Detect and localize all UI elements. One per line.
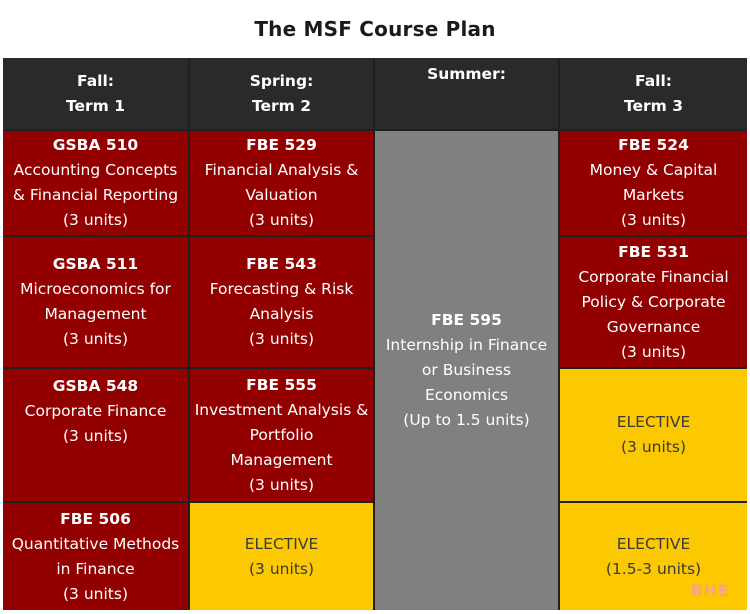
course-code: FBE 506 xyxy=(60,509,131,528)
header-spring-term-2 xyxy=(190,58,373,129)
course-code: FBE 595 xyxy=(431,311,502,329)
header-sublabel: Term 3 xyxy=(623,96,683,115)
course-title: Portfolio xyxy=(249,425,314,444)
course-title: & Financial Reporting xyxy=(12,186,179,204)
course-units: (3 units) xyxy=(249,330,314,348)
elective-cell-term-2 xyxy=(190,503,373,610)
course-units: (3 units) xyxy=(63,584,128,603)
header-label: Fall: xyxy=(77,71,114,90)
course-title: Money & Capital xyxy=(589,161,718,179)
header-fall-term-3 xyxy=(560,58,747,129)
header-label: Summer: xyxy=(427,65,506,83)
course-title: Investment Analysis & xyxy=(194,400,369,419)
course-cell-gsba-510 xyxy=(3,131,188,235)
elective-label: ELECTIVE xyxy=(616,413,691,431)
course-title: Corporate Finance xyxy=(24,402,167,420)
header-sublabel: Term 2 xyxy=(251,96,311,115)
course-cell-fbe-543 xyxy=(190,237,373,367)
course-code: FBE 529 xyxy=(246,136,317,154)
course-code: GSBA 511 xyxy=(52,255,139,273)
course-cell-fbe-555 xyxy=(190,369,373,501)
course-units: (3 units) xyxy=(63,427,128,445)
course-units: (3 units) xyxy=(621,438,686,456)
header-label: Spring: xyxy=(249,71,314,90)
course-title: or Business xyxy=(421,361,512,379)
course-cell-fbe-506 xyxy=(3,503,188,610)
course-title: Microeconomics for xyxy=(20,280,171,298)
course-title: Internship in Finance xyxy=(385,336,548,354)
course-units: (3 units) xyxy=(621,342,686,361)
course-title: Markets xyxy=(622,186,685,204)
course-title: Quantitative Methods xyxy=(11,534,180,553)
course-title: Forecasting & Risk xyxy=(209,280,354,298)
course-cell-gsba-511 xyxy=(3,237,188,367)
course-cell-fbe-524 xyxy=(560,131,747,235)
course-code: FBE 531 xyxy=(618,242,689,261)
course-title: Management xyxy=(44,305,147,323)
course-title: Valuation xyxy=(245,186,318,204)
course-title: Policy & Corporate xyxy=(581,292,726,311)
course-units: (Up to 1.5 units) xyxy=(403,411,530,429)
course-units: (3 units) xyxy=(249,475,314,494)
course-title: Management xyxy=(230,450,333,469)
course-units: (3 units) xyxy=(249,211,314,229)
course-code: FBE 524 xyxy=(618,136,689,154)
course-code: GSBA 548 xyxy=(52,377,139,395)
header-fall-term-1 xyxy=(3,58,188,129)
course-cell-gsba-548 xyxy=(3,369,188,501)
page-title: The MSF Course Plan xyxy=(254,17,496,41)
course-plan-table xyxy=(3,58,747,610)
course-code: GSBA 510 xyxy=(52,136,139,154)
header-label: Fall: xyxy=(635,71,672,90)
course-title: Accounting Concepts xyxy=(13,161,178,179)
course-units: (1.5-3 units) xyxy=(605,559,702,578)
elective-cell-term-3 xyxy=(560,369,747,501)
course-units: (3 units) xyxy=(63,211,128,229)
course-units: (3 units) xyxy=(249,559,314,578)
header-sublabel: Term 1 xyxy=(65,96,125,115)
elective-label: ELECTIVE xyxy=(616,534,691,553)
course-title: Economics xyxy=(424,386,509,404)
course-title: in Finance xyxy=(56,559,135,578)
course-title: Analysis xyxy=(249,305,314,323)
course-units: (3 units) xyxy=(621,211,686,229)
course-cell-fbe-529 xyxy=(190,131,373,235)
course-title: Governance xyxy=(606,317,701,336)
watermark-logo: BHE xyxy=(690,581,730,600)
course-code: FBE 543 xyxy=(246,255,317,273)
course-cell-fbe-531 xyxy=(560,237,747,367)
header-summer xyxy=(375,58,558,129)
course-cell-fbe-595 xyxy=(375,131,558,610)
elective-label: ELECTIVE xyxy=(244,534,319,553)
course-title: Financial Analysis & xyxy=(204,161,359,179)
course-code: FBE 555 xyxy=(246,375,317,394)
course-title: Corporate Financial xyxy=(578,267,729,286)
course-units: (3 units) xyxy=(63,330,128,348)
